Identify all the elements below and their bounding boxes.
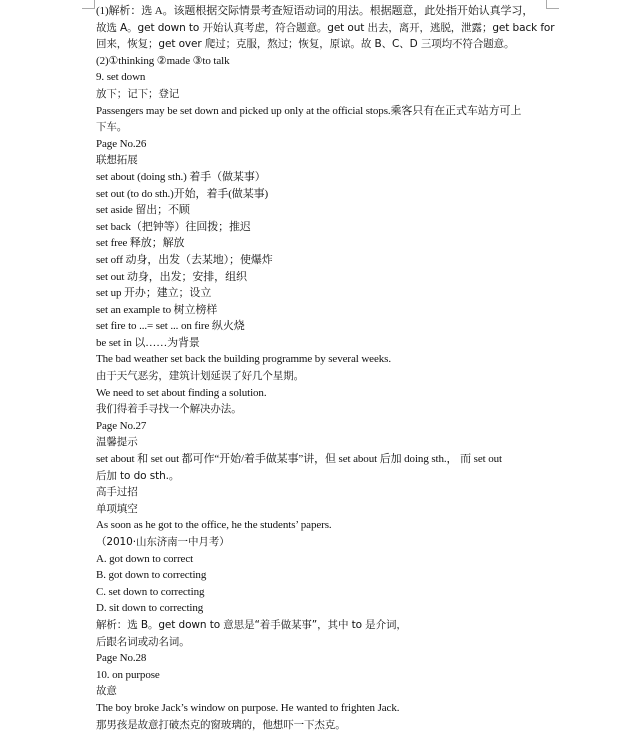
text-line: Page No.27 (96, 419, 147, 432)
text-line: (1)解析：选 A。该题根据交际情景考查短语动词的用法。根据题意，此处指开始认真学习， (96, 5, 534, 17)
text-line: 回来，恢复；get over 爬过；克服，熬过；恢复，原谅。故 B、C、D 三项均不符合题意。 (96, 38, 515, 51)
text-line: set back（把钟等）往回拨；推迟 (96, 220, 251, 233)
text-line: (2)①thinking ②made ③to talk (96, 54, 230, 67)
text-line: 联想拓展 (96, 154, 138, 167)
text-line: 故意 (96, 685, 117, 698)
page-corner-mark-right (546, 0, 559, 9)
text-line: D. sit down to correcting (96, 602, 204, 615)
text-line: set up 开办；建立；设立 (96, 287, 212, 300)
text-line: 后跟名词或动名词。 (96, 635, 190, 648)
text-line: 我们得着手寻找一个解决办法。 (96, 403, 242, 416)
text-line: 单项填空 (96, 502, 138, 515)
text-line: Page No.26 (96, 137, 147, 150)
text-line: 放下；记下；登记 (96, 87, 180, 100)
page-corner-mark-left (82, 0, 95, 9)
text-line: be set in 以……为背景 (96, 336, 200, 349)
text-line: 那男孩是故意打破杰克的窗玻璃的，他想吓一下杰克。 (96, 718, 346, 731)
text-line: set fire to ...= set ... on fire 纵火烧 (96, 320, 245, 333)
text-line: 由于天气恶劣，建筑计划延误了好几个星期。 (96, 370, 304, 383)
text-line: set about 和 set out 都可作“开始/着手做某事”讲，但 set about 后加 doing sth.， 而 set out (96, 453, 502, 466)
text-line: We need to set about finding a solution. (96, 386, 267, 399)
text-line: set out 动身，出发；安排，组织 (96, 270, 247, 283)
text-line: 解析：选 B。get down to 意思是“着手做某事”，其中 to 是介词， (96, 618, 407, 631)
text-line: 10. on purpose (96, 668, 160, 681)
text-line: C. set down to correcting (96, 585, 205, 598)
text-line: set off 动身，出发（去某地）；使爆炸 (96, 253, 273, 266)
text-line: As soon as he got to the office, he the students’ papers. (96, 519, 332, 532)
text-line: Page No.28 (96, 652, 147, 665)
text-line: set about (doing sth.) 着手（做某事） (96, 170, 266, 183)
text-line: 高手过招 (96, 486, 138, 499)
text-line: set aside 留出；不顾 (96, 204, 190, 217)
text-line: 9. set down (96, 71, 146, 84)
document-page (96, 3, 555, 733)
text-line: The bad weather set back the building programme by several weeks. (96, 353, 391, 366)
text-line: B. got down to correcting (96, 569, 207, 582)
text-line: The boy broke Jack’s window on purpose. He wanted to frighten Jack. (96, 701, 400, 714)
text-line: set an example to 树立榜样 (96, 303, 218, 316)
text-line: （2010·山东济南一中月考） (96, 536, 230, 548)
text-line: 下车。 (96, 121, 128, 134)
text-line: set free 释放；解放 (96, 237, 185, 250)
text-line: 故选 A。get down to 开始认真考虑，符合题意。get out 出去，离开，逃脱，泄露；get back for (96, 21, 555, 34)
text-line: A. got down to correct (96, 552, 194, 565)
text-line: set out (to do sth.)开始，着手(做某事) (96, 187, 269, 200)
text-line: 温馨提示 (96, 436, 138, 449)
text-line: Passengers may be set down and picked up only at the official stops.乘客只有在正式车站方可上 (96, 104, 522, 117)
text-line: 后加 to do sth.。 (96, 469, 180, 482)
